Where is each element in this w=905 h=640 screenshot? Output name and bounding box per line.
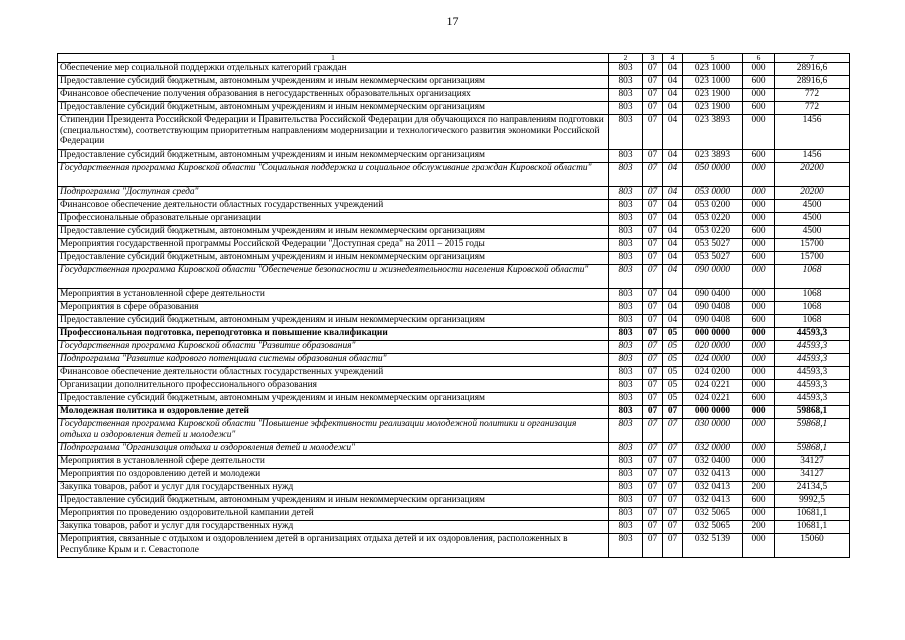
cell-subsection: 04 bbox=[663, 102, 683, 115]
table-row bbox=[58, 302, 850, 315]
row-name: Профессиональная подготовка, переподготовка и повышение квалификации bbox=[58, 328, 609, 341]
cell-subsection: 04 bbox=[663, 239, 683, 252]
cell-ministry: 803 bbox=[609, 226, 643, 239]
row-name: Предоставление субсидий бюджетным, автономным учреждениям и иным некоммерческим организациям bbox=[58, 150, 609, 163]
cell-target-article: 030 0000 bbox=[683, 419, 743, 443]
row-name: Мероприятия в сфере образования bbox=[58, 302, 609, 315]
cell-amount: 10681,1 bbox=[775, 521, 850, 534]
cell-target-article: 000 0000 bbox=[683, 328, 743, 341]
cell-ministry: 803 bbox=[609, 443, 643, 456]
table-row bbox=[58, 200, 850, 213]
cell-ministry: 803 bbox=[609, 469, 643, 482]
cell-ministry: 803 bbox=[609, 380, 643, 393]
row-name: Государственная программа Кировской области "Повышение эффективности реализации молодежной политики и организация отдыха и оздоровления детей и молодежи" bbox=[58, 419, 609, 443]
cell-amount: 34127 bbox=[775, 469, 850, 482]
cell-section: 07 bbox=[643, 102, 663, 115]
cell-ministry: 803 bbox=[609, 393, 643, 406]
row-name: Финансовое обеспечение деятельности областных государственных учреждений bbox=[58, 367, 609, 380]
cell-section: 07 bbox=[643, 482, 663, 495]
cell-section: 07 bbox=[643, 354, 663, 367]
page-number: 17 bbox=[446, 14, 459, 28]
cell-amount: 1068 bbox=[775, 302, 850, 315]
cell-expense-type: 600 bbox=[743, 315, 775, 328]
cell-expense-type: 600 bbox=[743, 102, 775, 115]
table-row bbox=[58, 534, 850, 558]
cell-amount: 34127 bbox=[775, 456, 850, 469]
cell-ministry: 803 bbox=[609, 239, 643, 252]
cell-ministry: 803 bbox=[609, 315, 643, 328]
cell-section: 07 bbox=[643, 469, 663, 482]
cell-amount: 59868,1 bbox=[775, 419, 850, 443]
cell-target-article: 032 0400 bbox=[683, 456, 743, 469]
cell-expense-type: 000 bbox=[743, 265, 775, 289]
cell-expense-type: 600 bbox=[743, 150, 775, 163]
cell-ministry: 803 bbox=[609, 252, 643, 265]
table-body bbox=[58, 54, 850, 558]
cell-subsection: 04 bbox=[663, 213, 683, 226]
cell-expense-type: 000 bbox=[743, 328, 775, 341]
column-header: 3 bbox=[643, 54, 663, 63]
table-row bbox=[58, 63, 850, 76]
cell-target-article: 023 3893 bbox=[683, 150, 743, 163]
cell-expense-type: 000 bbox=[743, 289, 775, 302]
cell-expense-type: 000 bbox=[743, 302, 775, 315]
cell-expense-type: 000 bbox=[743, 419, 775, 443]
table-row bbox=[58, 406, 850, 419]
cell-ministry: 803 bbox=[609, 102, 643, 115]
cell-amount: 10681,1 bbox=[775, 508, 850, 521]
cell-target-article: 050 0000 bbox=[683, 163, 743, 187]
cell-target-article: 024 0221 bbox=[683, 380, 743, 393]
cell-expense-type: 000 bbox=[743, 115, 775, 150]
table-row bbox=[58, 495, 850, 508]
cell-section: 07 bbox=[643, 239, 663, 252]
cell-target-article: 090 0000 bbox=[683, 265, 743, 289]
cell-ministry: 803 bbox=[609, 419, 643, 443]
table-row bbox=[58, 328, 850, 341]
cell-expense-type: 000 bbox=[743, 341, 775, 354]
cell-amount: 1456 bbox=[775, 150, 850, 163]
cell-target-article: 053 5027 bbox=[683, 239, 743, 252]
cell-ministry: 803 bbox=[609, 213, 643, 226]
cell-subsection: 07 bbox=[663, 469, 683, 482]
cell-subsection: 04 bbox=[663, 302, 683, 315]
cell-section: 07 bbox=[643, 495, 663, 508]
cell-target-article: 053 0200 bbox=[683, 200, 743, 213]
cell-target-article: 000 0000 bbox=[683, 406, 743, 419]
row-name: Мероприятия в установленной сфере деятельности bbox=[58, 289, 609, 302]
table-row bbox=[58, 226, 850, 239]
cell-ministry: 803 bbox=[609, 187, 643, 200]
table-row bbox=[58, 367, 850, 380]
cell-subsection: 04 bbox=[663, 115, 683, 150]
cell-amount: 44593,3 bbox=[775, 354, 850, 367]
cell-expense-type: 600 bbox=[743, 252, 775, 265]
cell-section: 07 bbox=[643, 163, 663, 187]
table-row bbox=[58, 76, 850, 89]
cell-expense-type: 000 bbox=[743, 469, 775, 482]
cell-section: 07 bbox=[643, 302, 663, 315]
table-row bbox=[58, 469, 850, 482]
table-row bbox=[58, 380, 850, 393]
cell-target-article: 023 1900 bbox=[683, 102, 743, 115]
cell-section: 07 bbox=[643, 443, 663, 456]
row-name: Обеспечение мер социальной поддержки отдельных категорий граждан bbox=[58, 63, 609, 76]
cell-target-article: 032 5139 bbox=[683, 534, 743, 558]
cell-subsection: 04 bbox=[663, 89, 683, 102]
cell-expense-type: 600 bbox=[743, 76, 775, 89]
cell-expense-type: 000 bbox=[743, 63, 775, 76]
table-row bbox=[58, 482, 850, 495]
cell-expense-type: 000 bbox=[743, 534, 775, 558]
column-header: 2 bbox=[609, 54, 643, 63]
cell-amount: 44593,3 bbox=[775, 367, 850, 380]
cell-target-article: 032 0413 bbox=[683, 482, 743, 495]
cell-ministry: 803 bbox=[609, 89, 643, 102]
cell-expense-type: 200 bbox=[743, 482, 775, 495]
cell-subsection: 04 bbox=[663, 200, 683, 213]
cell-ministry: 803 bbox=[609, 495, 643, 508]
cell-amount: 28916,6 bbox=[775, 63, 850, 76]
cell-section: 07 bbox=[643, 328, 663, 341]
cell-amount: 9992,5 bbox=[775, 495, 850, 508]
table-row bbox=[58, 443, 850, 456]
column-header: 7 bbox=[775, 54, 850, 63]
cell-ministry: 803 bbox=[609, 63, 643, 76]
cell-amount: 772 bbox=[775, 89, 850, 102]
cell-ministry: 803 bbox=[609, 534, 643, 558]
cell-ministry: 803 bbox=[609, 163, 643, 187]
row-name: Молодежная политика и оздоровление детей bbox=[58, 406, 609, 419]
cell-ministry: 803 bbox=[609, 289, 643, 302]
table-row bbox=[58, 115, 850, 150]
cell-section: 07 bbox=[643, 380, 663, 393]
cell-subsection: 05 bbox=[663, 380, 683, 393]
cell-section: 07 bbox=[643, 367, 663, 380]
cell-ministry: 803 bbox=[609, 521, 643, 534]
cell-section: 07 bbox=[643, 89, 663, 102]
cell-expense-type: 000 bbox=[743, 354, 775, 367]
row-name: Подпрограмма "Доступная среда" bbox=[58, 187, 609, 200]
cell-subsection: 07 bbox=[663, 534, 683, 558]
row-name: Стипендии Президента Российской Федерации и Правительства Российской Федерации для обучающихся по направлениям подготовки (специальностям), соответствующим приоритетным направлениям модернизации и технологического развития экономики Российской Федерации bbox=[58, 115, 609, 150]
row-name: Предоставление субсидий бюджетным, автономным учреждениям и иным некоммерческим организациям bbox=[58, 495, 609, 508]
table-row bbox=[58, 419, 850, 443]
cell-subsection: 04 bbox=[663, 76, 683, 89]
table-row bbox=[58, 187, 850, 200]
row-name: Мероприятия государственной программы Российской Федерации "Доступная среда" на 2011 – 2015 годы bbox=[58, 239, 609, 252]
cell-ministry: 803 bbox=[609, 328, 643, 341]
cell-subsection: 07 bbox=[663, 419, 683, 443]
row-name: Профессиональные образовательные организации bbox=[58, 213, 609, 226]
cell-section: 07 bbox=[643, 187, 663, 200]
cell-target-article: 023 3893 bbox=[683, 115, 743, 150]
row-name: Мероприятия, связанные с отдыхом и оздоровлением детей в организациях отдыха детей и их оздоровления, расположенных в Республике Крым и г. Севастополе bbox=[58, 534, 609, 558]
cell-section: 07 bbox=[643, 63, 663, 76]
cell-subsection: 07 bbox=[663, 456, 683, 469]
table-row bbox=[58, 315, 850, 328]
cell-target-article: 024 0000 bbox=[683, 354, 743, 367]
cell-amount: 15060 bbox=[775, 534, 850, 558]
cell-section: 07 bbox=[643, 393, 663, 406]
cell-section: 07 bbox=[643, 150, 663, 163]
row-name: Закупка товаров, работ и услуг для государственных нужд bbox=[58, 521, 609, 534]
cell-subsection: 05 bbox=[663, 341, 683, 354]
table-row bbox=[58, 150, 850, 163]
cell-target-article: 090 0400 bbox=[683, 289, 743, 302]
cell-section: 07 bbox=[643, 252, 663, 265]
row-name: Государственная программа Кировской области "Социальная поддержка и социальное обслуживание граждан Кировской области" bbox=[58, 163, 609, 187]
row-name: Мероприятия в установленной сфере деятельности bbox=[58, 456, 609, 469]
cell-section: 07 bbox=[643, 341, 663, 354]
cell-amount: 4500 bbox=[775, 226, 850, 239]
cell-amount: 4500 bbox=[775, 200, 850, 213]
row-name: Закупка товаров, работ и услуг для государственных нужд bbox=[58, 482, 609, 495]
cell-ministry: 803 bbox=[609, 367, 643, 380]
cell-amount: 20200 bbox=[775, 163, 850, 187]
cell-subsection: 07 bbox=[663, 406, 683, 419]
cell-amount: 1068 bbox=[775, 265, 850, 289]
cell-section: 07 bbox=[643, 521, 663, 534]
row-name: Предоставление субсидий бюджетным, автономным учреждениям и иным некоммерческим организациям bbox=[58, 76, 609, 89]
table-row bbox=[58, 239, 850, 252]
row-name: Мероприятия по оздоровлению детей и молодежи bbox=[58, 469, 609, 482]
cell-subsection: 04 bbox=[663, 226, 683, 239]
cell-ministry: 803 bbox=[609, 406, 643, 419]
cell-section: 07 bbox=[643, 534, 663, 558]
cell-expense-type: 000 bbox=[743, 163, 775, 187]
cell-amount: 59868,1 bbox=[775, 406, 850, 419]
cell-subsection: 04 bbox=[663, 150, 683, 163]
cell-amount: 1068 bbox=[775, 315, 850, 328]
cell-section: 07 bbox=[643, 419, 663, 443]
cell-ministry: 803 bbox=[609, 354, 643, 367]
cell-target-article: 090 0408 bbox=[683, 315, 743, 328]
cell-ministry: 803 bbox=[609, 482, 643, 495]
cell-target-article: 053 0220 bbox=[683, 226, 743, 239]
cell-target-article: 053 0220 bbox=[683, 213, 743, 226]
cell-target-article: 024 0200 bbox=[683, 367, 743, 380]
cell-section: 07 bbox=[643, 213, 663, 226]
cell-expense-type: 000 bbox=[743, 187, 775, 200]
cell-subsection: 05 bbox=[663, 354, 683, 367]
row-name: Финансовое обеспечение получения образования в негосударственных образовательных организациях bbox=[58, 89, 609, 102]
cell-amount: 15700 bbox=[775, 252, 850, 265]
cell-ministry: 803 bbox=[609, 508, 643, 521]
cell-amount: 20200 bbox=[775, 187, 850, 200]
cell-section: 07 bbox=[643, 226, 663, 239]
cell-ministry: 803 bbox=[609, 115, 643, 150]
cell-expense-type: 000 bbox=[743, 200, 775, 213]
cell-section: 07 bbox=[643, 456, 663, 469]
cell-target-article: 032 5065 bbox=[683, 508, 743, 521]
cell-subsection: 07 bbox=[663, 495, 683, 508]
cell-subsection: 05 bbox=[663, 393, 683, 406]
cell-target-article: 032 0000 bbox=[683, 443, 743, 456]
cell-target-article: 032 0413 bbox=[683, 495, 743, 508]
header-row bbox=[58, 54, 850, 63]
cell-amount: 59868,1 bbox=[775, 443, 850, 456]
column-header: 4 bbox=[663, 54, 683, 63]
cell-expense-type: 000 bbox=[743, 367, 775, 380]
cell-ministry: 803 bbox=[609, 341, 643, 354]
cell-section: 07 bbox=[643, 115, 663, 150]
cell-expense-type: 000 bbox=[743, 443, 775, 456]
cell-ministry: 803 bbox=[609, 302, 643, 315]
table-row bbox=[58, 89, 850, 102]
table-row bbox=[58, 508, 850, 521]
cell-expense-type: 000 bbox=[743, 213, 775, 226]
row-name: Предоставление субсидий бюджетным, автономным учреждениям и иным некоммерческим организациям bbox=[58, 315, 609, 328]
cell-ministry: 803 bbox=[609, 150, 643, 163]
cell-target-article: 023 1000 bbox=[683, 76, 743, 89]
table-row bbox=[58, 265, 850, 289]
row-name: Организации дополнительного профессионального образования bbox=[58, 380, 609, 393]
cell-amount: 44593,3 bbox=[775, 328, 850, 341]
column-header: 1 bbox=[58, 54, 609, 63]
cell-subsection: 04 bbox=[663, 63, 683, 76]
cell-expense-type: 000 bbox=[743, 380, 775, 393]
cell-subsection: 05 bbox=[663, 367, 683, 380]
cell-expense-type: 000 bbox=[743, 89, 775, 102]
cell-target-article: 023 1900 bbox=[683, 89, 743, 102]
table-row bbox=[58, 289, 850, 302]
cell-expense-type: 600 bbox=[743, 495, 775, 508]
cell-subsection: 05 bbox=[663, 328, 683, 341]
cell-target-article: 053 0000 bbox=[683, 187, 743, 200]
cell-amount: 24134,5 bbox=[775, 482, 850, 495]
cell-target-article: 032 5065 bbox=[683, 521, 743, 534]
table-row bbox=[58, 213, 850, 226]
table-row bbox=[58, 102, 850, 115]
cell-amount: 44593,3 bbox=[775, 341, 850, 354]
cell-section: 07 bbox=[643, 315, 663, 328]
cell-subsection: 04 bbox=[663, 163, 683, 187]
cell-section: 07 bbox=[643, 76, 663, 89]
cell-subsection: 04 bbox=[663, 187, 683, 200]
cell-expense-type: 600 bbox=[743, 226, 775, 239]
cell-amount: 28916,6 bbox=[775, 76, 850, 89]
row-name: Предоставление субсидий бюджетным, автономным учреждениям и иным некоммерческим организациям bbox=[58, 226, 609, 239]
cell-ministry: 803 bbox=[609, 200, 643, 213]
cell-expense-type: 000 bbox=[743, 406, 775, 419]
budget-table bbox=[57, 53, 850, 558]
row-name: Предоставление субсидий бюджетным, автономным учреждениям и иным некоммерческим организациям bbox=[58, 252, 609, 265]
cell-expense-type: 000 bbox=[743, 508, 775, 521]
cell-subsection: 07 bbox=[663, 521, 683, 534]
row-name: Мероприятия по проведению оздоровительной кампании детей bbox=[58, 508, 609, 521]
row-name: Финансовое обеспечение деятельности областных государственных учреждений bbox=[58, 200, 609, 213]
row-name: Государственная программа Кировской области "Обеспечение безопасности и жизнедеятельности населения Кировской области" bbox=[58, 265, 609, 289]
row-name: Предоставление субсидий бюджетным, автономным учреждениям и иным некоммерческим организациям bbox=[58, 393, 609, 406]
column-header: 6 bbox=[743, 54, 775, 63]
cell-amount: 772 bbox=[775, 102, 850, 115]
cell-amount: 15700 bbox=[775, 239, 850, 252]
table-row bbox=[58, 163, 850, 187]
table-row bbox=[58, 393, 850, 406]
cell-target-article: 032 0413 bbox=[683, 469, 743, 482]
table-row bbox=[58, 341, 850, 354]
cell-expense-type: 000 bbox=[743, 239, 775, 252]
cell-section: 07 bbox=[643, 289, 663, 302]
cell-subsection: 07 bbox=[663, 443, 683, 456]
cell-amount: 44593,3 bbox=[775, 380, 850, 393]
column-header: 5 bbox=[683, 54, 743, 63]
cell-subsection: 07 bbox=[663, 482, 683, 495]
cell-section: 07 bbox=[643, 200, 663, 213]
cell-target-article: 053 5027 bbox=[683, 252, 743, 265]
cell-section: 07 bbox=[643, 406, 663, 419]
cell-target-article: 090 0408 bbox=[683, 302, 743, 315]
row-name: Государственная программа Кировской области "Развитие образования" bbox=[58, 341, 609, 354]
cell-target-article: 020 0000 bbox=[683, 341, 743, 354]
cell-section: 07 bbox=[643, 508, 663, 521]
table-row bbox=[58, 252, 850, 265]
row-name: Подпрограмма "Организация отдыха и оздоровления детей и молодежи" bbox=[58, 443, 609, 456]
cell-subsection: 04 bbox=[663, 265, 683, 289]
cell-ministry: 803 bbox=[609, 76, 643, 89]
table-row bbox=[58, 521, 850, 534]
cell-subsection: 04 bbox=[663, 252, 683, 265]
cell-section: 07 bbox=[643, 265, 663, 289]
cell-target-article: 023 1000 bbox=[683, 63, 743, 76]
cell-subsection: 04 bbox=[663, 315, 683, 328]
cell-ministry: 803 bbox=[609, 265, 643, 289]
row-name: Предоставление субсидий бюджетным, автономным учреждениям и иным некоммерческим организациям bbox=[58, 102, 609, 115]
cell-target-article: 024 0221 bbox=[683, 393, 743, 406]
cell-amount: 4500 bbox=[775, 213, 850, 226]
cell-expense-type: 200 bbox=[743, 521, 775, 534]
cell-ministry: 803 bbox=[609, 456, 643, 469]
cell-subsection: 04 bbox=[663, 289, 683, 302]
row-name: Подпрограмма "Развитие кадрового потенциала системы образования области" bbox=[58, 354, 609, 367]
cell-amount: 1456 bbox=[775, 115, 850, 150]
cell-expense-type: 000 bbox=[743, 456, 775, 469]
table-row bbox=[58, 354, 850, 367]
cell-amount: 44593,3 bbox=[775, 393, 850, 406]
cell-subsection: 07 bbox=[663, 508, 683, 521]
cell-amount: 1068 bbox=[775, 289, 850, 302]
cell-expense-type: 600 bbox=[743, 393, 775, 406]
table-row bbox=[58, 456, 850, 469]
